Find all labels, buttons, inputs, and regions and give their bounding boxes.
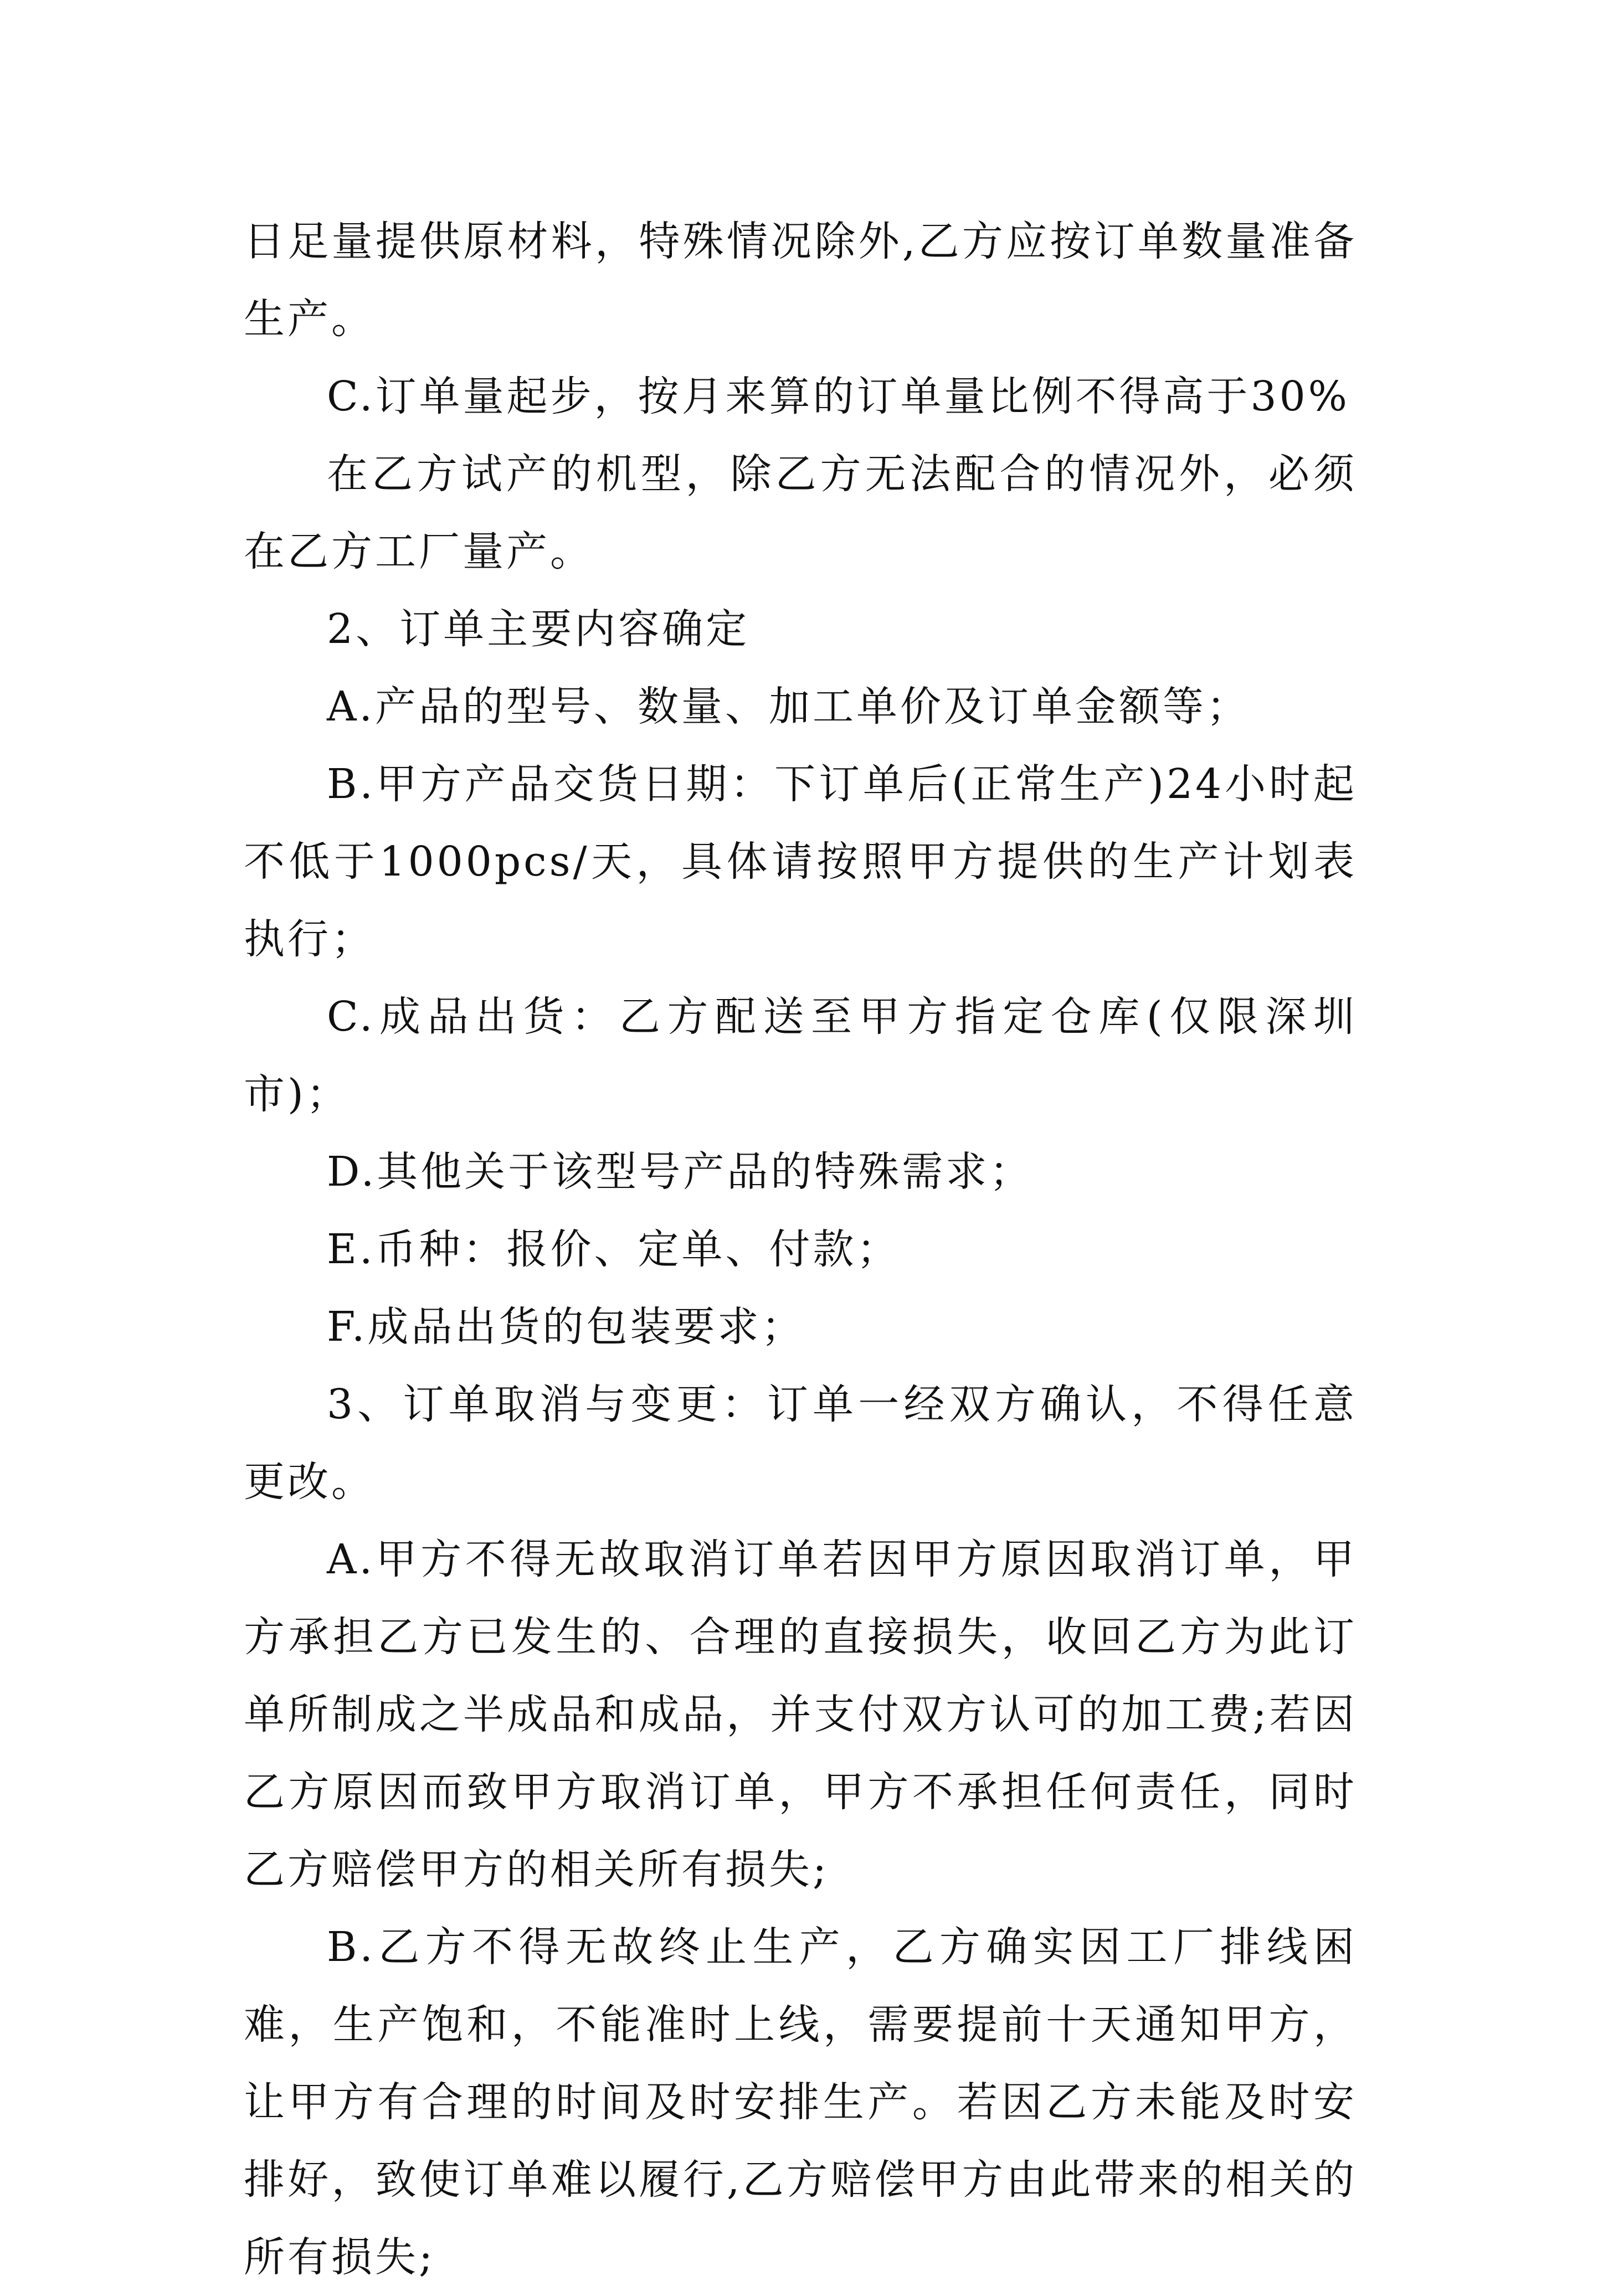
section-heading-order-content: 2、订单主要内容确定 bbox=[327, 605, 750, 653]
paragraph-cancel-a: A.甲方不得无故取消订单若因甲方原因取消订单，甲方承担乙方已发生的、合理的直接损失，收回乙方为此订单所制成之半成品和成品，并支付双方认可的加工费;若因乙方原因而致甲方取消订单，甲方不承担任何责任，同时乙方赔偿甲方的相关所有损失; bbox=[244, 1536, 1357, 1893]
paragraph-item-a: A.产品的型号、数量、加工单价及订单金额等； bbox=[327, 683, 1250, 730]
section-heading-order-cancel: 3、订单取消与变更：订单一经双方确认，不得任意更改。 bbox=[244, 1381, 1357, 1506]
paragraph-trial-production: 在乙方试产的机型，除乙方无法配合的情况外，必须在乙方工厂量产。 bbox=[244, 450, 1357, 575]
paragraph-item-c: C.成品出货：乙方配送至甲方指定仓库(仅限深圳市)； bbox=[244, 993, 1357, 1118]
paragraph-item-d: D.其他关于该型号产品的特殊需求； bbox=[327, 1148, 1034, 1196]
paragraph-order-start: C.订单量起步，按月来算的订单量比例不得高于30% bbox=[327, 373, 1350, 420]
paragraph-material-supply: 日足量提供原材料，特殊情况除外,乙方应按订单数量准备生产。 bbox=[244, 218, 1357, 343]
paragraph-item-e: E.币种：报价、定单、付款； bbox=[327, 1226, 901, 1273]
document-body bbox=[244, 203, 1357, 2296]
paragraph-cancel-b: B.乙方不得无故终止生产，乙方确实因工厂排线困难，生产饱和，不能准时上线，需要提前十天通知甲方，让甲方有合理的时间及时安排生产。若因乙方未能及时安排好，致使订单难以履行,乙方赔偿甲方由此带来的相关的所有损失; bbox=[244, 1923, 1357, 2281]
paragraph-item-b: B.甲方产品交货日期：下订单后(正常生产)24小时起不低于1000pcs/天，具体请按照甲方提供的生产计划表执行； bbox=[244, 760, 1357, 963]
paragraph-item-f: F.成品出货的包装要求； bbox=[327, 1303, 805, 1351]
